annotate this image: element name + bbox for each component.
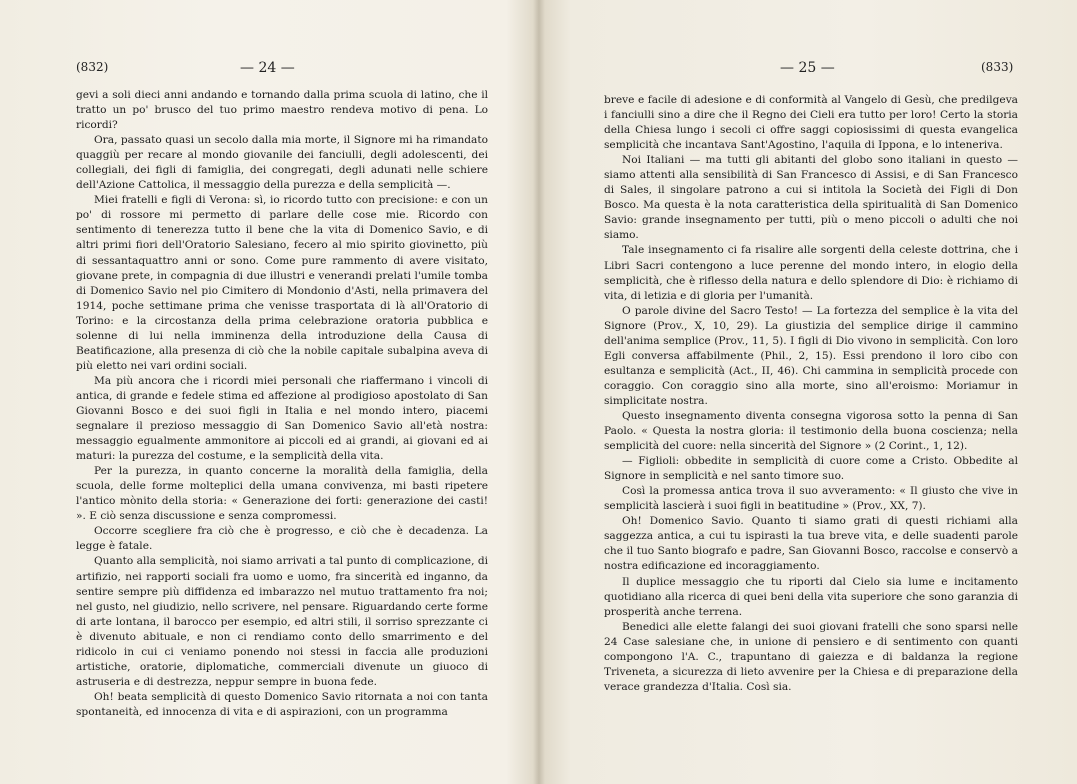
right-page-number: — 25 — [780,60,835,76]
left-paragraph-6: Occorre scegliere fra ciò che è progresso, e ciò che è decadenza. La legge è fatale. [76,525,488,553]
right-paragraph-6: — Figlioli: obbedite in semplicità di cuore come a Cristo. Obbedite al Signore in semplicità e nel santo timore suo. [604,455,1018,483]
right-paragraph-1: breve e facile di adesione e di conformità al Vangelo di Gesù, che predilgeva i fanciulli sino a dire che il Regno dei Cieli era tutto per loro! Certo la storia della Chiesa lungo i secoli ci offre saggi copiosissimi di questa evangelica semplicità che incantava Sant'Agostino, l'aquila di Ippona, e lo inteneriva. [604,94,1018,152]
right-paragraph-5: Questo insegnamento diventa consegna vigorosa sotto la penna di San Paolo. « Questa la nostra gloria: il testimonio della buona coscienza; nella semplicità del cuore: nella sincerità del Signore » (2 Corint., 1, 12). [604,409,1018,453]
left-page-outer-number: (832) [76,60,109,74]
right-paragraph-7: Così la promessa antica trova il suo avveramento: « Il giusto che vive in semplicità lascierà i suoi figli in beatitudine » (Prov., XX, 7). [604,485,1018,513]
right-paragraph-3: Tale insegnamento ci fa risalire alle sorgenti della celeste dottrina, che i Libri Sacri contengono a luce perenne del mondo intero, in elogio della semplicità, che è riflesso della natura e dello splendore di Dio: è richiamo di vita, di letizia e di gloria per l'umanità. [604,244,1018,302]
left-paragraph-1: gevi a soli dieci anni andando e tornando dalla prima scuola di latino, che il tratto un po' brusco del tuo primo maestro rendeva motivo di pena. Lo ricordi? [76,89,488,132]
right-paragraph-10: Benedici alle elette falangi dei suoi giovani fratelli che sono sparsi nelle 24 Case salesiane che, in unione di pensiero e di sentimento con quanti compongono l'A. C., trapuntano di gaiezza e di baldanza la regione Triveneta, a sicurezza di lieto avvenire per la Chiesa e di preparazione della verace grandezza d'Italia. Così sia. [604,620,1018,693]
right-page [540,0,1077,784]
right-paragraph-4: O parole divine del Sacro Testo! — La fortezza del semplice è la vita del Signore (Prov., X, 10, 29). La giustizia del semplice dirige il cammino dell'anima semplice (Prov., 11, 5). I figli di Dio vivono in semplicità. Con loro Egli conversa affabilmente (Phil., 2, 15). Essi prendono il loro cibo con esultanza e semplicità (Act., II, 46). Chi cammina in semplicità procede con coraggio. Con coraggio sino alla morte, sino all'eroismo: Moriamur in simplicitate nostra. [604,304,1018,407]
right-paragraph-2: Noi Italiani — ma tutti gli abitanti del globo sono italiani in questo — siamo attenti alla sensibilità di San Francesco di Assisi, e di San Francesco di Sales, il singolare patrono a cui si intitola la Società dei Figli di Don Bosco. Ma questa è la nota caratteristica della spiritualità di San Domenico Savio: grande insegnamento per tutti, più o meno piccoli o adulti che noi siamo. [604,154,1018,242]
left-paragraph-3: Miei fratelli e figli di Verona: sì, io ricordo tutto con precisione: e con un po' di rossore mi permetto di parlare delle cose mie. Ricordo con sentimento di tenerezza tutto il bene che la vita di Domenico Savio, e di altri primi fiori dell'Oratorio Salesiano, fecero al mio spirito giovinetto, più di sessantaquattro anni or sono. Come pure rammento di avere visitato, giovane prete, in compagnia di due illustri e venerandi prelati l'umile tomba di Domenico Savio nel pio Cimitero di Mondonio d'Asti, nella primavera del 1914, poche settimane prima che venisse trasportata di là all'Oratorio di Torino: e la circostanza della prima celebrazione oratoria pubblica e solenne di lui nella imminenza della introduzione della Causa di Beatificazione, alla presenza di ciò che la nobile capitale subalpina aveva di più eletto nei vari ordini sociali. [76,194,488,372]
left-paragraph-4: Ma più ancora che i ricordi miei personali che riaffermano i vincoli di antica, di grande e fedele stima ed affezione al prodigioso apostolato di San Giovanni Bosco e dei suoi figli in Italia e nel mondo intero, piacemi segnalare il prezioso messaggio di San Domenico Savio all'età nostra: messaggio egualmente ammonitore ai piccoli ed ai grandi, ai giovani ed ai maturi: la purezza del costume, e la semplicità della vita. [76,374,488,463]
left-paragraph-5: Per la purezza, in quanto concerne la moralità della famiglia, della scuola, delle forme molteplici della umana convivenza, mi basti ripetere l'antico mònito della storia: « Generazione dei forti: generazione dei casti! ». E ciò senza discussione e senza compromessi. [76,465,488,523]
right-paragraph-8: Oh! Domenico Savio. Quanto ti siamo grati di questi richiami alla saggezza antica, a cui tu ispirasti la tua breve vita, e delle suadenti parole che il tuo Santo biografo e padre, San Giovanni Bosco, raccolse e conservò a nostra edificazione ed incoraggiamento. [604,515,1018,573]
right-page-outer-number: (833) [981,60,1014,74]
right-page-body [604,93,1018,695]
left-page-body [76,88,488,720]
right-paragraph-9: Il duplice messaggio che tu riporti dal Cielo sia lume e incitamento quotidiano alla ricerca di quei beni della vita superiore che sono garanzia di prosperità anche terrena. [604,575,1018,618]
left-paragraph-8: Oh! beata semplicità di questo Domenico Savio ritornata a noi con tanta spontaneità, ed innocenza di vita e di aspirazioni, con un programma [76,690,488,718]
left-paragraph-7: Quanto alla semplicità, noi siamo arrivati a tal punto di complicazione, di artifizio, nei rapporti sociali fra uomo e uomo, fra sincerità ed inganno, da sentire sempre più diffidenza ed imbarazzo nel mutuo trattamento fra noi; nel gusto, nel giudizio, nello scrivere, nel pensare. Riguardando certe forme di arte lontana, il barocco per esempio, ed altri stili, il sorriso sprezzante ci è divenuto abituale, e non ci rendiamo conto dello smarrimento e del ridicolo in cui ci veniamo ponendo noi stessi in faccia alle produzioni artistiche, oratorie, diplomatiche, commerciali divenute un giuoco di astruseria e di destrezza, neppur sempre in buona fede. [76,555,488,688]
left-page [0,0,538,784]
left-paragraph-2: Ora, passato quasi un secolo dalla mia morte, il Signore mi ha rimandato quaggiù per recare al mondo giovanile dei fanciulli, degli adolescenti, dei collegiali, dei figli di famiglia, dei congregati, degli adunati nelle schiere dell'Azione Cattolica, il messaggio della purezza e della semplicità —. [76,134,488,192]
left-page-number: — 24 — [240,60,295,76]
